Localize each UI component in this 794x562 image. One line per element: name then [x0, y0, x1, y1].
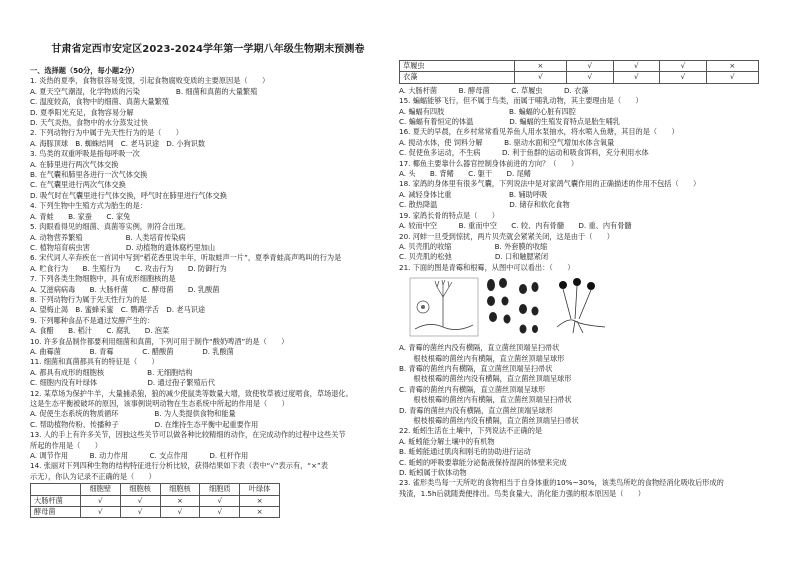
table-row [400, 72, 759, 83]
question-line: 残渣，1.5h后就随粪便排出。鸟类食量大、消化能力强的根本原因是（ ） [399, 488, 645, 498]
question-line: A. 促使生态系统的物质循环 B. 为人类提供食物和能量 [30, 409, 236, 419]
question-line: 23. 雀形类鸟每一天所吃的食物相当于自身体重的10%~30%，该类鸟所吃的食物经消化吸收后形成的 [399, 478, 724, 488]
question-line: A. 夏天空气潮湿，化学物质的污染 B. 细菌和真菌的大量繁殖 [30, 86, 258, 96]
question-line: 根枝根霉的菌丝内没有横隔，直立菌丝顶端呈扫帚状 [399, 415, 579, 425]
question-line: A. 望梅止渴 B. 蜜蜂采蜜 C. 鹦鹉学舌 D. 老马识途 [30, 305, 206, 315]
table-cell: 大肠杆菌 [31, 495, 81, 506]
question-line: 4. 下列生物中生殖方式为胎生的是： [30, 201, 147, 211]
question-line: B. 在气囊和肺里各进行一次气体交换 [30, 170, 148, 180]
table-cell: × [514, 61, 566, 72]
left-question-list [30, 76, 386, 482]
table-header-row [31, 484, 280, 495]
question-line: C. 蚯蚓的呼吸要靠能分泌黏液保持湿润的体壁来完成 [399, 457, 567, 467]
question-line: D. 青霉的菌丝内没有横隔，直立菌丝顶端呈球形 [399, 405, 553, 415]
question-line: A. 大肠杆菌 B. 酵母菌 C. 草履虫 D. 衣藻 [399, 85, 589, 95]
table-cell: √ [80, 495, 120, 506]
question-line: A. 艾滋病病毒 B. 大肠杆菌 C. 酵母菌 D. 乳酸菌 [30, 284, 220, 294]
table-cell: √ [120, 495, 160, 506]
question-line: 2. 下列动物行为中属于先天性行为的是（ ） [30, 128, 183, 138]
table-cell: √ [80, 507, 120, 518]
table-cell: 草履虫 [400, 61, 515, 72]
question-line: 3. 鸟类的双重呼吸是指每呼吸一次 [30, 149, 140, 159]
question-line: 17. 椰鱼主要靠什么器官控制身体前进的方向？（ ） [399, 158, 579, 168]
table-cell: √ [613, 72, 660, 83]
right-column [399, 60, 769, 499]
table-cell: × [706, 61, 758, 72]
question-line: 7. 下列各类生物细胞中，具有成形细胞核的是 [30, 274, 176, 284]
table-cell: √ [160, 507, 200, 518]
question-line: C. 促使鱼多运动，不生病 D. 利于鱼群的运动和吸食饵料，充分利用水体 [399, 148, 649, 158]
question-line: 10. 许多食品制作都要利用细菌和真菌，下列可用于制作“酸奶啤酒”的是（ ） [30, 336, 289, 346]
question-line: 9. 下列哪种食品不是通过发酵产生的： [30, 315, 155, 325]
spore-clusters-illustration [483, 277, 543, 337]
question-line: 1. 炎热的夏季，食物很容易变馊，引起食物腐败变质的主要原因是（ ） [30, 76, 270, 86]
question-line: 16. 夏天的早晨，在乡村常常看见养鱼人用水泵抽水，将水喷入鱼塘，其目的是（ ） [399, 127, 679, 137]
table-header-cell [31, 484, 81, 495]
question-line: C. 蝙蝠有着恒定的体温 D. 蝙蝠的生殖发育特点是胎生哺乳 [399, 117, 620, 127]
question-line: C. 帮助植物传粉、传播种子 D. 在维持生态平衡中起重要作用 [30, 419, 259, 429]
question-line: C. 青霉的菌丝内有横隔，直立菌丝顶端呈球形 [399, 384, 546, 394]
mold-figure [409, 277, 769, 339]
question-line: 根枝根霉的菌丝内没有横隔，直立菌丝顶端呈球形 [399, 374, 572, 384]
table-header-cell: 叶绿体 [240, 484, 280, 495]
table-cell: × [240, 507, 280, 518]
question-line: 13. 人的手上有许多关节，因独这些关节可以做各种比较精细的动作，在完成动作的过程中这些关节 [30, 430, 346, 440]
table-cell: × [160, 495, 200, 506]
table-header-cell: 细胞核 [120, 484, 160, 495]
question-line: 20. 河蚌一旦受到惊扰，两片贝壳就会紧紧关闭，这是由于（ ） [399, 231, 614, 241]
question-line: C. 在气囊里进行两次气体交换 [30, 180, 126, 190]
rhizopus-illustration [549, 277, 609, 337]
question-line: C. 温度较高，食物中的细菌、真菌大量繁殖 [30, 97, 169, 107]
table-header-cell: 细胞质 [200, 484, 240, 495]
table-header-cell: 细胞壁 [80, 484, 120, 495]
question-line: A. 在肺里进行两次气体交换 [30, 159, 119, 169]
question-line: C. 细胞内没有叶绿体 D. 通过孢子繁殖后代 [30, 378, 216, 388]
question-line: A. 动物营养繁殖 B. 人类培育传染病 [30, 232, 186, 242]
question-line: B. 蚯蚓能通过肌肉和刚毛的协助进行运动 [399, 447, 531, 457]
question-line: 19. 家鸽长骨的特点是（ ） [399, 210, 499, 220]
question-line: A. 头 B. 背鳍 C. 躯干 D. 尾鳍 [399, 169, 531, 179]
table-cell: × [240, 495, 280, 506]
table-cell: √ [120, 507, 160, 518]
question-line: C. 贝壳肌的松弛 D. 口和触腮紧闭 [399, 252, 549, 262]
table-cell: √ [613, 61, 660, 72]
table-row [31, 495, 280, 506]
question-line: 所起的作用是（ ） [30, 440, 102, 450]
left-column [30, 64, 386, 518]
table-cell: 酵母菌 [31, 507, 81, 518]
question-line: 8. 下列动物行为属于先天性行为的是 [30, 294, 147, 304]
question-line: 根枝根霉的菌丝内有横隔，直立菌丝顶端呈扫帚状 [399, 395, 572, 405]
table-cell: √ [514, 72, 566, 83]
right-question-list-a [399, 86, 769, 273]
table-cell: √ [706, 72, 758, 83]
table-row [400, 61, 759, 72]
question-line: 11. 细菌和真菌都具有的特征是（ ） [30, 357, 159, 367]
question-line: A. 贝壳肌的收缩 B. 外套膜的收缩 [399, 241, 548, 251]
table-header-cell: 细胞核 [160, 484, 200, 495]
question-line: A. 较而中空 B. 重而中空 C. 较、内有骨髓 D. 重、内有骨髓 [399, 221, 632, 231]
table-cell: √ [660, 72, 707, 83]
question-line: A. 减轻身体比重 B. 辅助呼吸 [399, 189, 548, 199]
question-line: 6. 宋代词人辛弃疾在一首词中写到“稻花香里说丰年，听取蛙声一片”，夏季青蛙高声鸣叫的行为是 [30, 253, 342, 263]
question-line: 这是生态平衡被破坏的原因，该事例说明动物在生态系统中所起的作用是（ ） [30, 399, 289, 408]
question-line: A. 搅动水体，使 饲料分解 B. 驱动水面和空气增加水体含氧量 [399, 137, 615, 147]
table-row [31, 507, 280, 518]
table-cell: √ [200, 507, 240, 518]
question-line: A. 食醋 B. 稻汁 C. 腐乳 D. 泡菜 [30, 326, 170, 336]
question-line: A. 曲霉菌 B. 青霉 C. 醋酸菌 D. 乳酸菌 [30, 346, 234, 356]
comparison-table-continued [399, 60, 759, 84]
question-line: B. 青霉的菌丝内有横隔，直立菌丝顶端呈扫帚状 [399, 363, 553, 373]
question-line: D. 蚯蚓属于软体动物 [399, 468, 467, 477]
question-line: A. 海豚顶球 B. 蜘蛛结网 C. 老马识途 D. 小狗识数 [30, 138, 206, 148]
question-line: A. 蝙蝠有四肢 B. 蝙蝠的心脏有四腔 [399, 106, 576, 116]
question-line: D. 天气炎热，食物中的水分蒸发过快 [30, 118, 148, 128]
question-line: A. 都具有成形的细胞核 B. 无细胞结构 [30, 367, 193, 377]
question-line: 15. 蝙蝠能够飞行，但不属于鸟类，而属于哺乳动物，其主要理由是（ ） [399, 96, 643, 106]
table-cell: √ [200, 495, 240, 506]
question-line: A. 青蛙 B. 家蚕 C. 家兔 [30, 211, 131, 221]
question-line: C. 植物培育病虫害 D. 动植物的遗体腐朽里加山 [30, 242, 216, 252]
question-line: 18. 家鸽的身体里有很多气囊，下列说法中是对家鸽气囊作用的正确描述的作用不包括（ ） [399, 179, 701, 189]
penicillium-illustration [409, 277, 479, 337]
question-line: D. 夏季阳光充足，食物容易分解 [30, 107, 134, 117]
page-title: 甘肃省定西市安定区2023-2024学年第一学期八年级生物期末预测卷 [51, 44, 365, 55]
section-heading: 一、选择题（50分，每小题2分） [30, 66, 139, 75]
question-line: D. 吸气时在气囊里进行气体交换，呼气时在肺里进行气体交换 [30, 190, 227, 200]
question-line: 示无），你认为记录不正确的是（ ） [30, 471, 156, 481]
right-question-list-b [399, 343, 769, 499]
table-cell: √ [660, 61, 707, 72]
question-line: 5. 肉眼看得见的细菌、真菌等实例，则符合出现。 [30, 222, 191, 232]
question-line: 12. 某草场为保护牛羊，大量捕杀狼，狼的减少使鼠类等数量大增，致使牧草被过度啃食，草场退化。 [30, 388, 353, 398]
question-line: A. 青霉的菌丝内没有横隔，直立菌丝顶端呈扫帚状 [399, 343, 560, 353]
question-line: A. 贮食行为 B. 生殖行为 C. 攻击行为 D. 防御行为 [30, 263, 227, 273]
question-line: 22. 蚯蚓生活在土壤中，下列说法不正确的是 [399, 426, 543, 436]
question-line: A. 调节作用 B. 动力作用 C. 支点作用 D. 杠杆作用 [30, 451, 249, 461]
question-line: 根枝根霉的菌丝内有横隔，直立菌丝顶端呈球形 [399, 353, 565, 363]
table-cell: 衣藻 [400, 72, 515, 83]
question-line: C. 散热降温 D. 储存和软化食物 [399, 200, 570, 210]
question-line: 21. 下面的图是青霉和根霉，从图中可以看出：（ ） [399, 262, 575, 272]
table-cell: √ [567, 61, 614, 72]
question-line: 14. 张丽对下列四种生物的结构特征进行分析比较，获得结果如下表（表中“√”表示有，“×”表 [30, 461, 328, 471]
table-cell: √ [567, 72, 614, 83]
comparison-table [30, 483, 280, 518]
question-line: A. 蚯蚓能分解土壤中的有机物 [399, 436, 495, 446]
